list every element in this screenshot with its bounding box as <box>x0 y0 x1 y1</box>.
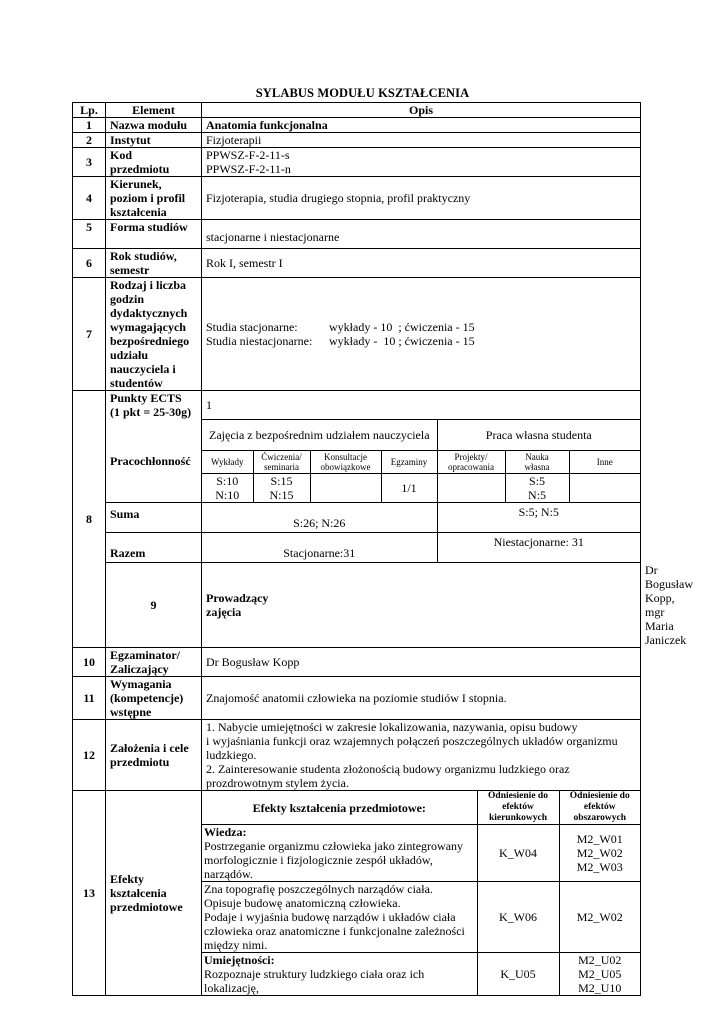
hours-value: wykłady - 10 ; ćwiczenia - 15 <box>329 320 475 334</box>
element-label: Kod przedmiotu <box>106 148 202 177</box>
hours-line-stationary <box>206 320 636 334</box>
element-label: Prowadzący zajęcia <box>202 563 641 648</box>
outcome-text <box>202 882 477 953</box>
outcomes-table <box>202 791 640 995</box>
header-row <box>73 103 641 118</box>
element-label: Egzaminator/ Zaliczający <box>106 648 202 677</box>
document-title: SYLABUS MODUŁU KSZTAŁCENIA <box>255 86 470 100</box>
prerequisites: Znajomość anatomii człowieka na poziomie studiów I stopnia. <box>202 677 641 720</box>
institute-value: Fizjoterapii <box>202 133 641 148</box>
row-number: 10 <box>73 648 106 677</box>
area-ref-header: Odniesienie do efektów obszarowych <box>559 791 640 825</box>
sum-grid <box>202 503 641 533</box>
outcome-heading: Wiedza: <box>204 825 247 839</box>
hours-value: wykłady - 10 ; ćwiczenia - 15 <box>329 334 475 348</box>
element-label: Założenia i cele przedmiotu <box>106 720 202 791</box>
study-form: stacjonarne i niestacjonarne <box>202 220 641 249</box>
header-opis: Opis <box>202 103 641 118</box>
sum-contact: S:26; N:26 <box>202 503 437 532</box>
directional-ref: K_U05 <box>477 953 559 996</box>
element-label: Forma studiów <box>106 220 202 249</box>
row-number: 4 <box>73 177 106 220</box>
val-other <box>569 473 640 502</box>
row-6 <box>73 249 641 278</box>
learning-outcomes <box>202 791 641 996</box>
area-ref: M2_W01 M2_W02 M2_W03 <box>559 825 640 882</box>
row-3 <box>73 148 641 177</box>
total-contact: Stacjonarne:31 <box>202 533 437 562</box>
row-13 <box>73 791 641 996</box>
outcome-row <box>202 882 640 953</box>
row-number: 3 <box>73 148 106 177</box>
header-lp: Lp. <box>73 103 106 118</box>
module-name: Anatomia funkcjonalna <box>202 118 641 133</box>
outcomes-header: Efekty kształcenia przedmiotowe: <box>202 791 477 825</box>
course-code: PPWSZ-F-2-11-s PPWSZ-F-2-11-n <box>202 148 641 177</box>
row-number: 5 <box>73 220 106 249</box>
row-1 <box>73 118 641 133</box>
col-consultations: Konsultacje obowiązkowe <box>310 450 381 473</box>
val-exams: 1/1 <box>381 473 437 502</box>
ects-value: 1 <box>202 391 641 420</box>
outcome-description: Postrzeganie organizmu człowieka jako zintegrowany morfologicznie i fizjologicznie zespół układów, narządów. <box>204 839 464 881</box>
total-grid <box>202 533 641 563</box>
workload-table <box>202 420 640 502</box>
row-11 <box>73 677 641 720</box>
header-element: Element <box>106 103 202 118</box>
workload-label: Pracochłonność <box>106 420 202 503</box>
val-projects <box>437 473 505 502</box>
row-5 <box>73 220 641 249</box>
total-label: Razem <box>106 533 202 563</box>
row-9: 9 Prowadzący zajęcia Dr Bogusław Kopp, mgr Maria Janiczek <box>73 563 641 648</box>
row-number: 2 <box>73 133 106 148</box>
element-label: Nazwa modułu <box>106 118 202 133</box>
outcome-row <box>202 825 640 882</box>
val-lectures: S:10 N:10 <box>202 473 253 502</box>
col-other: Inne <box>569 450 640 473</box>
row-number: 6 <box>73 249 106 278</box>
outcome-row <box>202 953 640 996</box>
hours-label: Studia stacjonarne: <box>206 320 298 334</box>
col-projects: Projekty/ opracowania <box>437 450 505 473</box>
total-self: Niestacjonarne: 31 <box>437 533 640 562</box>
examiner: Dr Bogusław Kopp <box>202 648 641 677</box>
sum-self: S:5; N:5 <box>437 503 640 532</box>
val-self-study: S:5 N:5 <box>505 473 569 502</box>
row-7 <box>73 278 641 391</box>
year-semester: Rok I, semestr I <box>202 249 641 278</box>
col-lectures: Wykłady <box>202 450 253 473</box>
row-8-ects <box>73 391 641 420</box>
element-label: Efekty kształcenia przedmiotowe <box>106 791 202 996</box>
row-number: 12 <box>73 720 106 791</box>
teaching-hours <box>202 278 641 391</box>
outcome-text <box>202 825 477 882</box>
outcome-heading: Umiejętności: <box>204 953 275 967</box>
row-number: 11 <box>73 677 106 720</box>
row-number: 7 <box>73 278 106 391</box>
row-number: 9 <box>106 563 202 648</box>
row-number: 13 <box>73 791 106 996</box>
row-12 <box>73 720 641 791</box>
row-8-workload <box>73 420 641 503</box>
outcome-description: Zna topografię poszczególnych narządów ciała. Opisuje budowę anatomiczną człowieka. Podaje i wyjaśnia budowę narządów i układów ciała człowieka oraz anatomiczne i funkcjonalne zależności między nimi. <box>204 882 465 952</box>
contact-hours-header: Zajęcia z bezpośrednim udziałem nauczyciela <box>202 420 437 450</box>
ects-label: Punkty ECTS (1 pkt = 25-30g) <box>106 391 202 420</box>
directional-ref: K_W06 <box>477 882 559 953</box>
total-table <box>202 533 640 562</box>
row-8-sum <box>73 503 641 533</box>
col-self-study: Nauka własna <box>505 450 569 473</box>
val-exercises: S:15 N:15 <box>253 473 310 502</box>
element-label: Rok studiów, semestr <box>106 249 202 278</box>
sum-table <box>202 503 640 532</box>
syllabus-table <box>72 102 693 996</box>
col-exercises: Ćwiczenia/ seminaria <box>253 450 310 473</box>
directional-ref: K_W04 <box>477 825 559 882</box>
sum-label: Suma <box>106 503 202 533</box>
row-8-total <box>73 533 641 563</box>
element-label: Instytut <box>106 133 202 148</box>
workload-grid <box>202 420 641 503</box>
hours-line-extramural <box>206 334 636 348</box>
val-consultations <box>310 473 381 502</box>
element-label: Wymagania (kompetencje) wstępne <box>106 677 202 720</box>
area-ref: M2_W02 <box>559 882 640 953</box>
self-study-header: Praca własna studenta <box>437 420 640 450</box>
hours-label: Studia niestacjonarne: <box>206 334 313 348</box>
directional-ref-header: Odniesienie do efektów kierunkowych <box>477 791 559 825</box>
field-of-study: Fizjoterapia, studia drugiego stopnia, profil praktyczny <box>202 177 641 220</box>
element-label: Rodzaj i liczba godzin dydaktycznych wymagających bezpośredniego udziału nauczyciela i studentów <box>106 278 202 391</box>
col-exams: Egzaminy <box>381 450 437 473</box>
row-number: 1 <box>73 118 106 133</box>
row-4 <box>73 177 641 220</box>
outcome-description: Rozpoznaje struktury ludzkiego ciała oraz ich lokalizację, <box>204 967 425 995</box>
row-10 <box>73 648 641 677</box>
course-objectives: 1. Nabycie umiejętności w zakresie lokalizowania, nazywania, opisu budowy i wyjaśniania funkcji oraz wzajemnych połączeń poszczególnych układów organizmu ludzkiego. 2. Zainteresowanie studenta złożonością budowy organizmu ludzkiego oraz prozdrowotnym stylem życia. <box>202 720 641 791</box>
area-ref: M2_U02 M2_U05 M2_U10 <box>559 953 640 996</box>
element-label: Kierunek, poziom i profil kształcenia <box>106 177 202 220</box>
outcome-text <box>202 953 477 996</box>
row-number: 8 <box>73 391 106 648</box>
row-2 <box>73 133 641 148</box>
